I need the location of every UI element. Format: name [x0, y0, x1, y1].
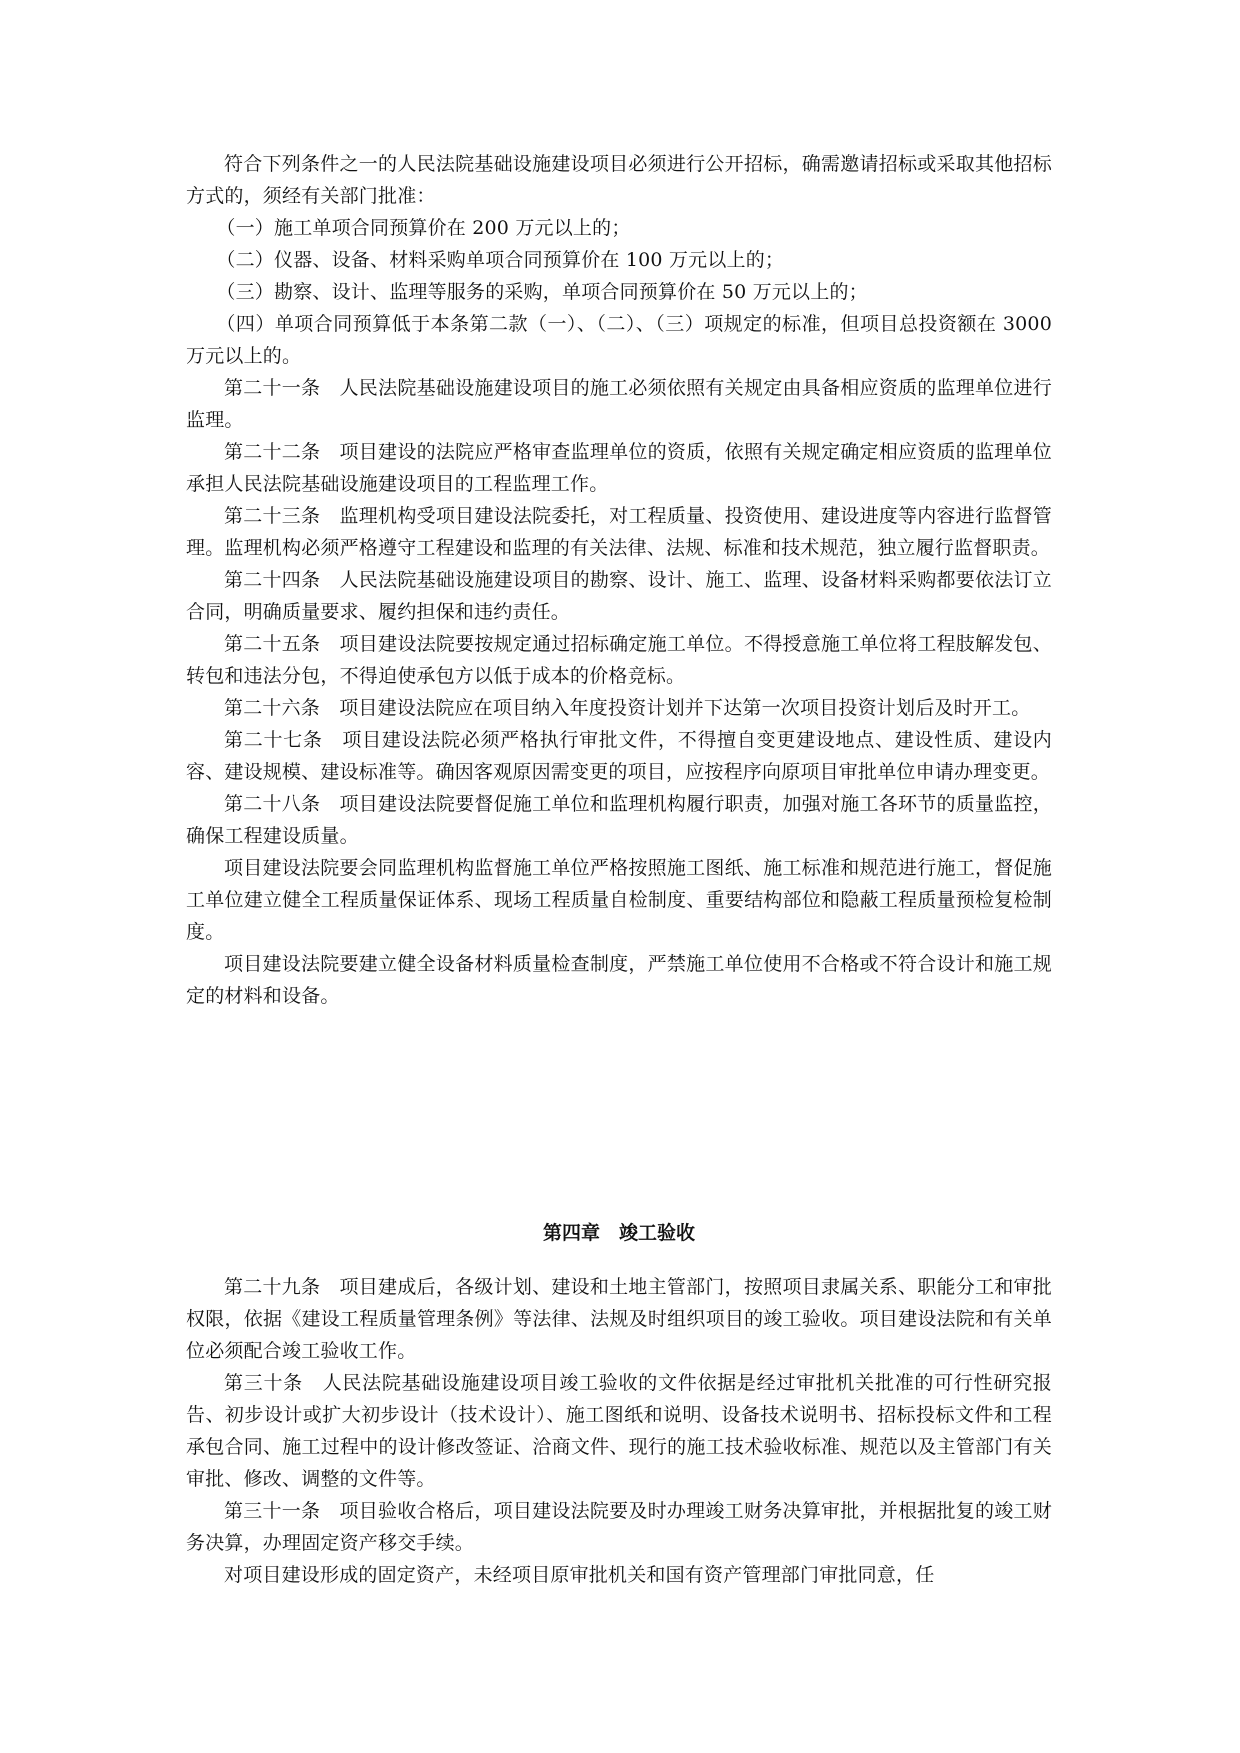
document-body-bottom — [186, 1271, 1052, 1591]
paragraph-item-3: （三）勘察、设计、监理等服务的采购，单项合同预算价在 50 万元以上的； — [216, 281, 868, 303]
chapter-title: 第四章 竣工验收 — [542, 1222, 695, 1244]
paragraph-item-1: （一）施工单项合同预算价在 200 万元以上的； — [216, 217, 631, 239]
paragraph-material-inspection: 项目建设法院要建立健全设备材料质量检查制度，严禁施工单位使用不合格或不符合设计和施工规定的材料和设备。 — [186, 953, 1052, 1007]
paragraph-quality-supervision: 项目建设法院要会同监理机构监督施工单位严格按照施工图纸、施工标准和规范进行施工，督促施工单位建立健全工程质量保证体系、现场工程质量自检制度、重要结构部位和隐蔽工程质量预检复检制度。 — [186, 857, 1052, 943]
article-21: 第二十一条 人民法院基础设施建设项目的施工必须依照有关规定由具备相应资质的监理单位进行监理。 — [186, 377, 1052, 431]
article-30: 第三十条 人民法院基础设施建设项目竣工验收的文件依据是经过审批机关批准的可行性研究报告、初步设计或扩大初步设计（技术设计）、施工图纸和说明、设备技术说明书、招标投标文件和工程承包合同、施工过程中的设计修改签证、洽商文件、现行的施工技术验收标准、规范以及主管部门有关审批、修改、调整的文件等。 — [186, 1372, 1052, 1490]
article-23: 第二十三条 监理机构受项目建设法院委托，对工程质量、投资使用、建设进度等内容进行监督管理。监理机构必须严格遵守工程建设和监理的有关法律、法规、标准和技术规范，独立履行监督职责。 — [186, 505, 1052, 559]
article-31: 第三十一条 项目验收合格后，项目建设法院要及时办理竣工财务决算审批，并根据批复的竣工财务决算，办理固定资产移交手续。 — [186, 1500, 1052, 1554]
article-28: 第二十八条 项目建设法院要督促施工单位和监理机构履行职责，加强对施工各环节的质量监控，确保工程建设质量。 — [186, 793, 1052, 847]
paragraph-fixed-assets: 对项目建设形成的固定资产，未经项目原审批机关和国有资产管理部门审批同意，任 — [224, 1564, 935, 1586]
paragraph-item-2: （二）仪器、设备、材料采购单项合同预算价在 100 万元以上的； — [216, 249, 785, 271]
article-29: 第二十九条 项目建成后，各级计划、建设和土地主管部门，按照项目隶属关系、职能分工和审批权限，依据《建设工程质量管理条例》等法律、法规及时组织项目的竣工验收。项目建设法院和有关单位必须配合竣工验收工作。 — [186, 1276, 1052, 1362]
article-22: 第二十二条 项目建设的法院应严格审查监理单位的资质，依照有关规定确定相应资质的监理单位承担人民法院基础设施建设项目的工程监理工作。 — [186, 441, 1052, 495]
article-27: 第二十七条 项目建设法院必须严格执行审批文件，不得擅自变更建设地点、建设性质、建设内容、建设规模、建设标准等。确因客观原因需变更的项目，应按程序向原项目审批单位申请办理变更。 — [186, 729, 1052, 783]
paragraph-item-4: （四）单项合同预算低于本条第二款（一）、（二）、（三）项规定的标准，但项目总投资额在 3000 万元以上的。 — [186, 313, 1052, 367]
paragraph-tender-conditions: 符合下列条件之一的人民法院基础设施建设项目必须进行公开招标，确需邀请招标或采取其他招标方式的，须经有关部门批准： — [186, 153, 1052, 207]
document-body-top — [186, 148, 1052, 1012]
article-26: 第二十六条 项目建设法院应在项目纳入年度投资计划并下达第一次项目投资计划后及时开工。 — [224, 697, 1031, 719]
article-24: 第二十四条 人民法院基础设施建设项目的勘察、设计、施工、监理、设备材料采购都要依法订立合同，明确质量要求、履约担保和违约责任。 — [186, 569, 1052, 623]
article-25: 第二十五条 项目建设法院要按规定通过招标确定施工单位。不得授意施工单位将工程肢解发包、转包和违法分包，不得迫使承包方以低于成本的价格竞标。 — [186, 633, 1052, 687]
